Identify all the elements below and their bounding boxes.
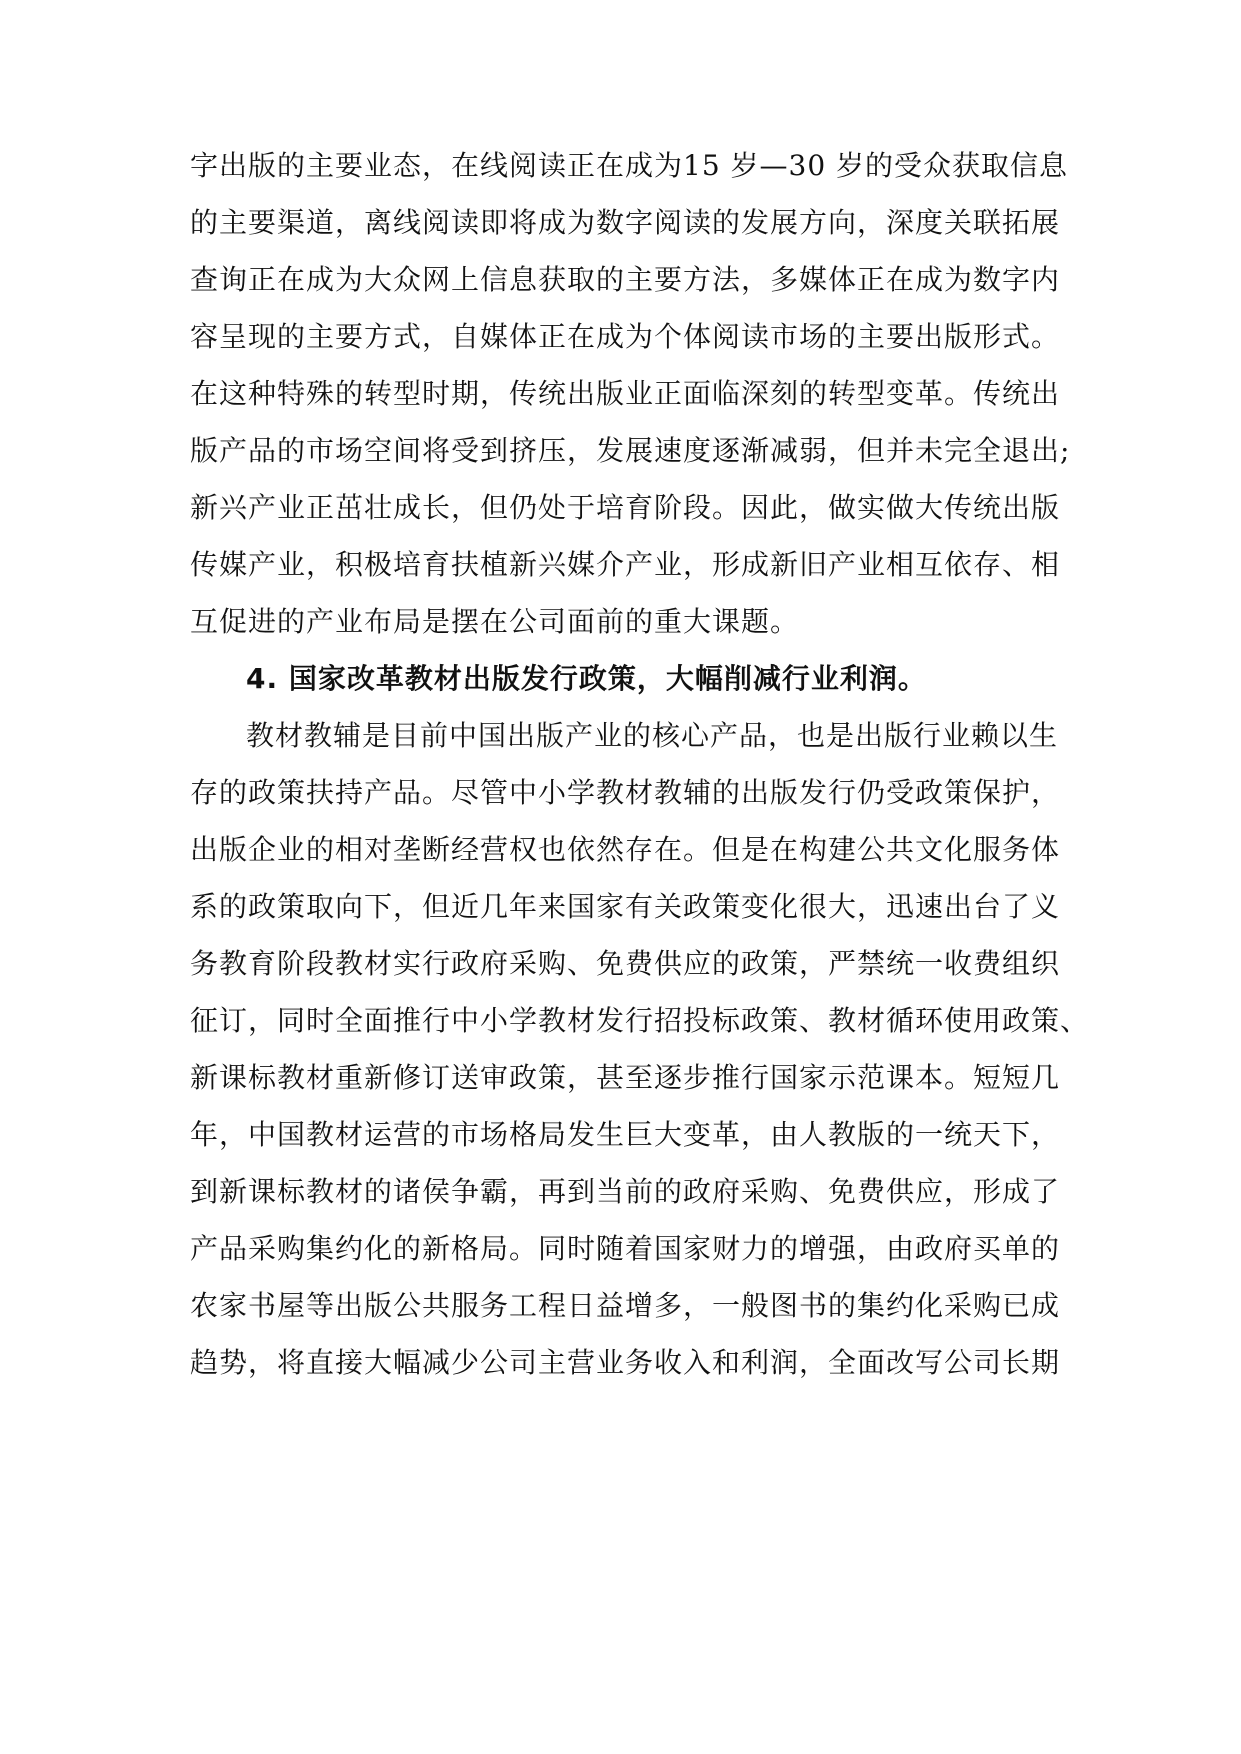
paragraph-line: 新兴产业正茁壮成长，但仍处于培育阶段。因此，做实做大传统出版 (190, 491, 1061, 524)
paragraph-line: 容呈现的主要方式，自媒体正在成为个体阅读市场的主要出版形式。 (190, 320, 1061, 353)
paragraph-line: 务教育阶段教材实行政府采购、免费供应的政策，严禁统一收费组织 (190, 947, 1061, 980)
paragraph-line: 字出版的主要业态，在线阅读正在成为15 岁—30 岁的受众获取信息 (190, 149, 1069, 182)
paragraph-line: 版产品的市场空间将受到挤压，发展速度逐渐减弱，但并未完全退出; (190, 434, 1071, 467)
paragraph-line: 系的政策取向下，但近几年来国家有关政策变化很大，迅速出台了义 (190, 890, 1061, 923)
paragraph-line: 教材教辅是目前中国出版产业的核心产品，也是出版行业赖以生 (246, 719, 1059, 752)
paragraph-line: 存的政策扶持产品。尽管中小学教材教辅的出版发行仍受政策保护， (190, 776, 1061, 809)
paragraph-line: 年，中国教材运营的市场格局发生巨大变革，由人教版的一统天下， (190, 1118, 1061, 1151)
paragraph-line: 出版企业的相对垄断经营权也依然存在。但是在构建公共文化服务体 (190, 833, 1061, 866)
paragraph-line: 产品采购集约化的新格局。同时随着国家财力的增强，由政府买单的 (190, 1232, 1061, 1265)
paragraph-line: 到新课标教材的诸侯争霸，再到当前的政府采购、免费供应，形成了 (190, 1175, 1061, 1208)
paragraph-line: 征订，同时全面推行中小学教材发行招投标政策、教材循环使用政策、 (190, 1004, 1090, 1037)
paragraph-line: 互促进的产业布局是摆在公司面前的重大课题。 (190, 605, 800, 638)
paragraph-line: 的主要渠道，离线阅读即将成为数字阅读的发展方向，深度关联拓展 (190, 206, 1061, 239)
paragraph-line: 在这种特殊的转型时期，传统出版业正面临深刻的转型变革。传统出 (190, 377, 1061, 410)
paragraph-line: 趋势，将直接大幅减少公司主营业务收入和利润，全面改写公司长期 (190, 1346, 1061, 1379)
section-heading: 4. 国家改革教材出版发行政策，大幅削减行业利润。 (246, 662, 927, 695)
paragraph-line: 查询正在成为大众网上信息获取的主要方法，多媒体正在成为数字内 (190, 263, 1061, 296)
paragraph-line: 新课标教材重新修订送审政策，甚至逐步推行国家示范课本。短短几 (190, 1061, 1061, 1094)
paragraph-line: 农家书屋等出版公共服务工程日益增多，一般图书的集约化采购已成 (190, 1289, 1061, 1322)
paragraph-line: 传媒产业，积极培育扶植新兴媒介产业，形成新旧产业相互依存、相 (190, 548, 1061, 581)
